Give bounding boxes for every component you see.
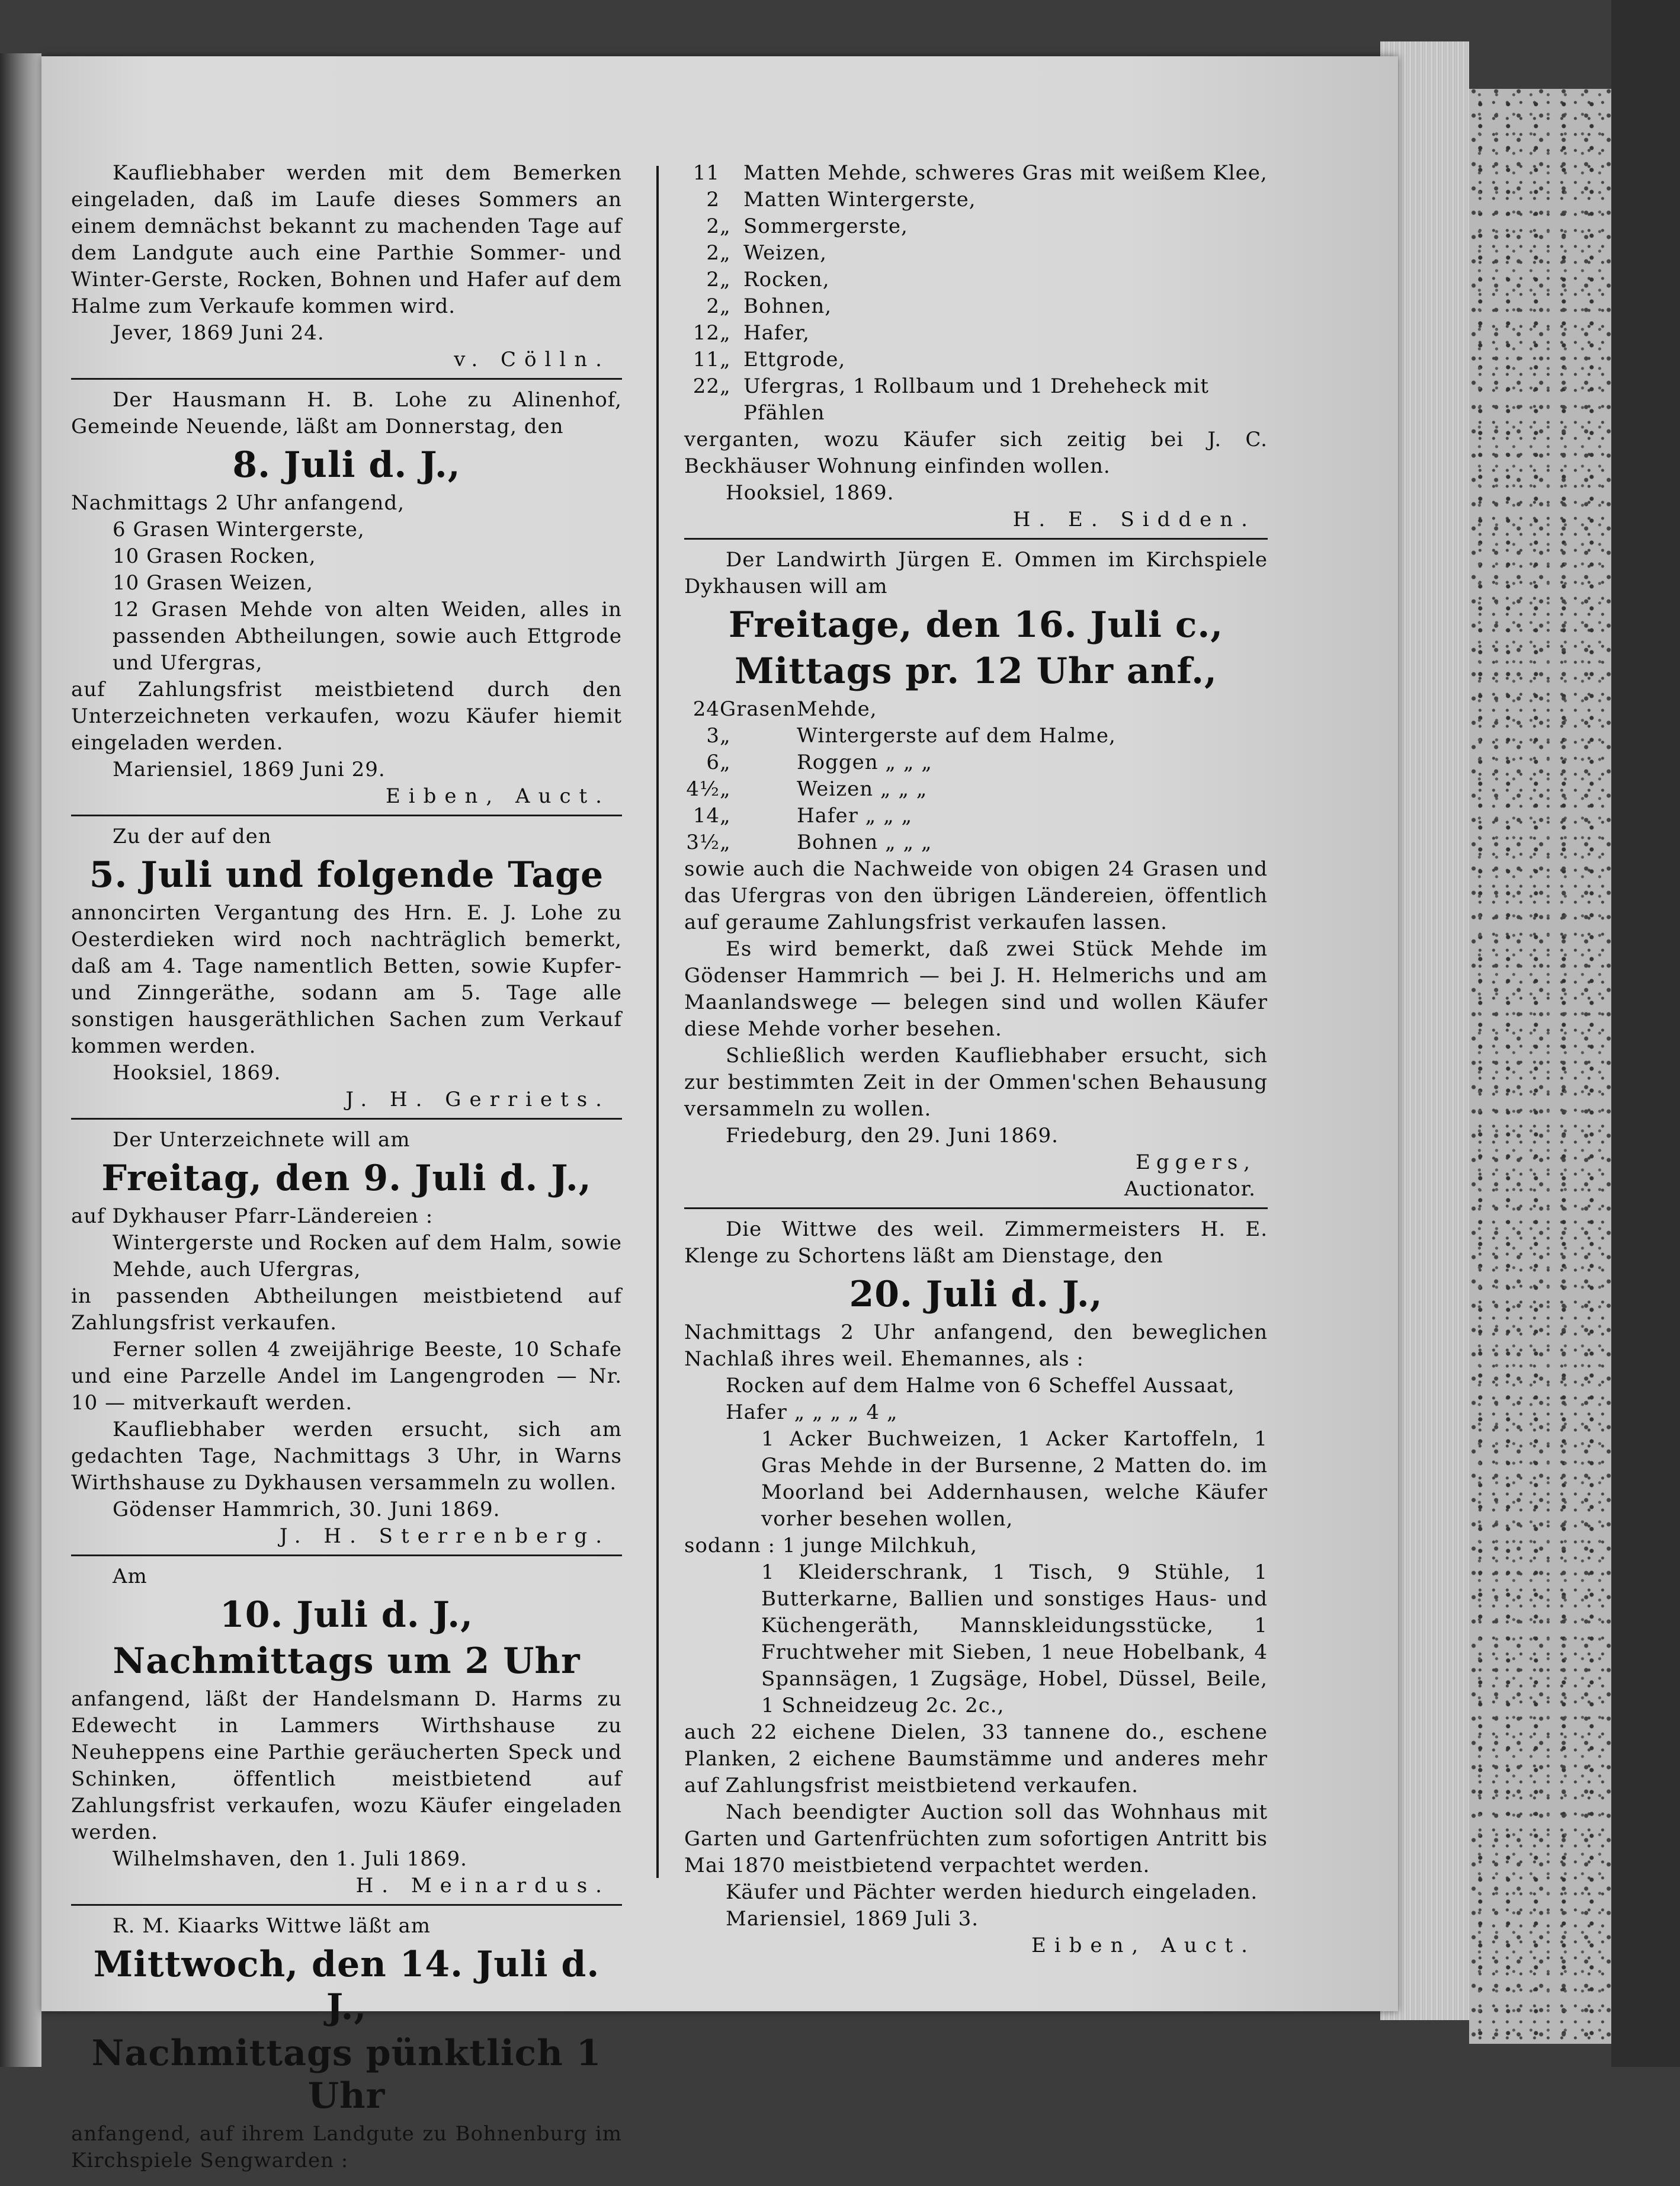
item: Bohnen „ „ „	[797, 831, 932, 854]
item: Weizen,	[743, 241, 827, 265]
right-column	[684, 160, 1268, 1971]
ad-coelln	[71, 160, 622, 380]
ad-signature: v. Cölln.	[454, 348, 610, 371]
table-row	[684, 160, 1268, 187]
ad-signature-role: Auctionator.	[1124, 1177, 1256, 1201]
ditto-mark: „	[720, 268, 731, 291]
ad-subheadline: Mittags pr. 12 Uhr anf.,	[735, 650, 1217, 692]
item: Mehde,	[797, 697, 877, 721]
ad-headline: Freitage, den 16. Juli c.,	[728, 604, 1224, 646]
items-table	[684, 696, 1268, 856]
ad-text: auch 22 eichene Dielen, 33 tannene do., eschene Planken, 2 eichene Baumstämme und anderes mehr auf Zahlungsfrist meistbietend verkaufen.	[684, 1720, 1268, 1797]
table-row	[684, 240, 1268, 267]
quantity: 2	[706, 294, 720, 318]
quantity: 14	[692, 804, 720, 828]
ad-headline: Freitag, den 9. Juli d. J.,	[101, 1158, 592, 1199]
ad-lohe-alinenhof	[71, 387, 622, 816]
ad-item: 10 Grasen Rocken,	[113, 544, 316, 568]
ad-item: 1 Acker Buchweizen, 1 Acker Kartoffeln, 1 Gras Mehde in der Bursenne, 2 Matten do. im Moorland bei Addernhausen, welche Käufer vorher besehen wollen,	[761, 1427, 1268, 1531]
ad-ommen	[684, 547, 1268, 1209]
ad-signature: J. H. Gerriets.	[345, 1088, 610, 1111]
ad-intro: Der Unterzeichnete will am	[113, 1128, 411, 1152]
table-row	[684, 347, 1268, 373]
item: Hafer „ „ „	[797, 804, 913, 828]
ad-item: 6 Grasen Wintergerste,	[113, 518, 365, 541]
quantity: 12	[692, 321, 720, 345]
item: Hafer,	[743, 321, 810, 345]
ad-time: Nachmittags 2 Uhr anfangend,	[71, 491, 405, 515]
ditto-mark: „	[720, 241, 731, 265]
ad-intro: Zu der auf den	[113, 825, 272, 848]
table-row	[684, 267, 1268, 293]
quantity: 22	[692, 374, 720, 398]
ad-items: Wintergerste und Rocken auf dem Halm, sowie Mehde, auch Ufergras,	[113, 1231, 622, 1281]
ditto-mark: „	[720, 348, 731, 371]
ad-text: Kaufliebhaber werden mit dem Bemerken eingeladen, daß im Laufe dieses Sommers an einem demnächst bekannt zu machenden Tage auf dem Landgute auch eine Parthie Sommer- und Winter-Gerste, Rocken, Bohnen und Hafer auf dem Halme zum Verkaufe kommen wird.	[71, 161, 622, 318]
table-row	[684, 213, 1268, 240]
ad-signature: H. Meinardus.	[355, 1874, 610, 1897]
ad-date: Jever, 1869 Juni 24.	[113, 321, 325, 345]
ad-headline: 8. Juli d. J.,	[232, 444, 461, 486]
table-row	[684, 696, 1268, 723]
ad-item: 10 Grasen Weizen,	[113, 571, 313, 595]
table-row	[684, 293, 1268, 320]
table-row	[684, 320, 1268, 347]
ditto-mark: „	[720, 214, 731, 238]
quantity: 24	[692, 697, 720, 721]
ad-text: Ferner sollen 4 zweijährige Beeste, 10 Schafe und eine Parzelle Andel im Langengroden — Nr. 10 — mitverkauft werden.	[71, 1338, 622, 1415]
quantity: 3½	[686, 831, 720, 854]
ad-item: sodann : 1 junge Milchkuh,	[684, 1534, 977, 1557]
ditto-mark: „	[720, 294, 731, 318]
left-column	[71, 160, 622, 2186]
item: Rocken,	[743, 268, 830, 291]
table-row	[684, 803, 1268, 829]
ditto-mark: „	[720, 777, 731, 801]
ad-text: annoncirten Vergantung des Hrn. E. J. Lohe zu Oesterdieken wird noch nachträglich bemerkt, daß am 4. Tage namentlich Betten, sowie Kupfer- und Zinngeräthe, sodann am 5. Tage alle sonstigen hausgeräthlichen Sachen zum Verkauf kommen werden.	[71, 901, 622, 1058]
background-right	[1611, 0, 1680, 2067]
ad-text: anfangend, auf ihrem Landgute zu Bohnenburg im Kirchspiele Sengwarden :	[71, 2122, 622, 2172]
ad-date: Mariensiel, 1869 Juni 29.	[113, 758, 386, 781]
ad-headline: 20. Juli d. J.,	[849, 1274, 1103, 1315]
quantity: 11	[692, 161, 720, 185]
ad-text: Kaufliebhaber werden ersucht, sich am gedachten Tage, Nachmittags 3 Uhr, in Warns Wirthshause zu Dykhausen versammeln zu wollen.	[71, 1418, 622, 1495]
ad-kiaarks	[71, 1913, 622, 2179]
ad-date: Wilhelmshaven, den 1. Juli 1869.	[113, 1847, 467, 1871]
ad-text: Es wird bemerkt, daß zwei Stück Mehde im Gödenser Hammrich — bei J. H. Helmerichs und am Maanlandswege — belegen sind und wollen Käufer diese Mehde vorher besehen.	[684, 937, 1268, 1041]
ditto-mark: „	[720, 321, 731, 345]
ad-date: Hooksiel, 1869.	[726, 481, 894, 505]
previous-page-edge	[0, 53, 41, 2067]
ad-subheadline: Nachmittags um 2 Uhr	[113, 1640, 581, 1682]
ad-signature: H. E. Sidden.	[1012, 508, 1256, 531]
ad-text: Nachmittags 2 Uhr anfangend, den beweglichen Nachlaß ihres weil. Ehemannes, als :	[684, 1320, 1268, 1371]
ditto-mark: „	[720, 724, 731, 748]
table-row	[684, 723, 1268, 749]
ad-signature: Eggers,	[1136, 1150, 1256, 1174]
ad-item: Hafer „ „ „ „ 4 „	[726, 1400, 898, 1424]
quantity: 3	[706, 724, 720, 748]
item: Roggen „ „ „	[797, 751, 932, 774]
quantity: 2	[706, 268, 720, 291]
ad-sterrenberg	[71, 1127, 622, 1556]
quantity: 11	[692, 348, 720, 371]
ad-intro: Der Landwirth Jürgen E. Ommen im Kirchspiele Dykhausen will am	[684, 548, 1268, 598]
ad-intro: Am	[113, 1565, 148, 1588]
ad-item: Rocken auf dem Halme von 6 Scheffel Aussaat,	[726, 1374, 1235, 1397]
quantity: 2	[706, 214, 720, 238]
ditto-mark: „	[720, 751, 731, 774]
ad-date: Mariensiel, 1869 Juli 3.	[726, 1907, 979, 1931]
ad-subheadline: Nachmittags pünktlich 1 Uhr	[91, 2033, 602, 2117]
ad-gerriets	[71, 823, 622, 1120]
ad-klenge	[684, 1216, 1268, 1964]
ad-item: 1 Kleiderschrank, 1 Tisch, 9 Stühle, 1 Butterkarne, Ballien und sonstiges Haus- und Küchengeräth, Mannskleidungsstücke, 1 Fruchtweher mit Sieben, 1 neue Hobelbank, 4 Spannsägen, 1 Zugsäge, Hobel, Düssel, Beile, 1 Schneidzeug 2c. 2c.,	[761, 1560, 1268, 1717]
item: Matten Mehde, schweres Gras mit weißem Klee,	[743, 161, 1268, 185]
table-row	[684, 373, 1268, 427]
ad-text: Käufer und Pächter werden hiedurch eingeladen.	[726, 1880, 1258, 1904]
quantity: 6	[706, 751, 720, 774]
ad-outro: auf Zahlungsfrist meistbietend durch den Unterzeichneten verkaufen, wozu Käufer hiemit eingeladen werden.	[71, 678, 622, 755]
item: Matten Wintergerste,	[743, 188, 976, 211]
unit: Grasen	[720, 697, 797, 721]
ad-signature: Eiben, Auct.	[385, 784, 610, 808]
ditto-mark: „	[720, 804, 731, 828]
quantity: 2	[706, 241, 720, 265]
ditto-mark: „	[720, 831, 731, 854]
ad-date: Hooksiel, 1869.	[113, 1061, 281, 1085]
ad-intro: R. M. Kiaarks Wittwe läßt am	[113, 1914, 431, 1938]
table-row	[684, 749, 1268, 776]
table-row	[684, 776, 1268, 803]
ad-headline: Mittwoch, den 14. Juli d. J.,	[93, 1944, 600, 2028]
item: Weizen „ „ „	[797, 777, 928, 801]
ad-outro: verganten, wozu Käufer sich zeitig bei J. C. Beckhäuser Wohnung einfinden wollen.	[684, 428, 1268, 478]
ad-intro: Der Hausmann H. B. Lohe zu Alinenhof, Gemeinde Neuende, läßt am Donnerstag, den	[71, 388, 622, 438]
ad-date: Friedeburg, den 29. Juni 1869.	[726, 1124, 1059, 1148]
items-table	[684, 160, 1268, 427]
ad-date: Gödenser Hammrich, 30. Juni 1869.	[113, 1498, 501, 1521]
ad-signature: J. H. Sterrenberg.	[279, 1524, 610, 1548]
table-row	[684, 187, 1268, 213]
ditto-mark: „	[720, 374, 731, 398]
ad-text: anfangend, läßt der Handelsmann D. Harms zu Edewecht in Lammers Wirthshause zu Neuheppens eine Parthie geräucherten Speck und Schinken, öffentlich meistbietend auf Zahlungsfrist verkaufen, wozu Käufer eingeladen werden.	[71, 1687, 622, 1844]
item: Wintergerste auf dem Halme,	[797, 724, 1116, 748]
ad-meinardus	[71, 1563, 622, 1906]
ad-signature: Eiben, Auct.	[1031, 1934, 1256, 1957]
quantity: 2	[706, 188, 720, 211]
table-row	[684, 829, 1268, 856]
ad-text: sowie auch die Nachweide von obigen 24 Grasen und das Ufergras von den übrigen Ländereien, öffentlich auf geraume Zahlungsfrist verkaufen lassen.	[684, 857, 1268, 934]
column-divider	[656, 166, 659, 1878]
ad-item: 12 Grasen Mehde von alten Weiden, alles in passenden Abtheilungen, sowie auch Ettgrode und Ufergras,	[113, 598, 622, 675]
item: Sommergerste,	[743, 214, 908, 238]
ad-headline: 10. Juli d. J.,	[220, 1594, 473, 1636]
ad-text: Nach beendigter Auction soll das Wohnhaus mit Garten und Gartenfrüchten zum sofortigen Antritt bis Mai 1870 meistbietend verpachtet werden.	[684, 1800, 1268, 1877]
ad-intro: Die Wittwe des weil. Zimmermeisters H. E. Klenge zu Schortens läßt am Dienstage, den	[684, 1217, 1268, 1268]
ad-text: Schließlich werden Kaufliebhaber ersucht, sich zur bestimmten Zeit in der Ommen'schen Behausung versammeln zu wollen.	[684, 1044, 1268, 1121]
item: Ettgrode,	[743, 348, 846, 371]
book-edge-speckled	[1469, 89, 1611, 2044]
item: Ufergras, 1 Rollbaum und 1 Dreheheck mit Pfählen	[743, 374, 1209, 425]
ditto-mark	[720, 160, 743, 187]
ditto-mark	[720, 187, 743, 213]
item: Bohnen,	[743, 294, 832, 318]
ad-sidden	[684, 160, 1268, 540]
ad-text: in passenden Abtheilungen meistbietend auf Zahlungsfrist verkaufen.	[71, 1284, 622, 1335]
ad-headline: 5. Juli und folgende Tage	[89, 854, 604, 896]
quantity: 4½	[686, 777, 720, 801]
ad-place: auf Dykhauser Pfarr-Ländereien :	[71, 1204, 434, 1228]
